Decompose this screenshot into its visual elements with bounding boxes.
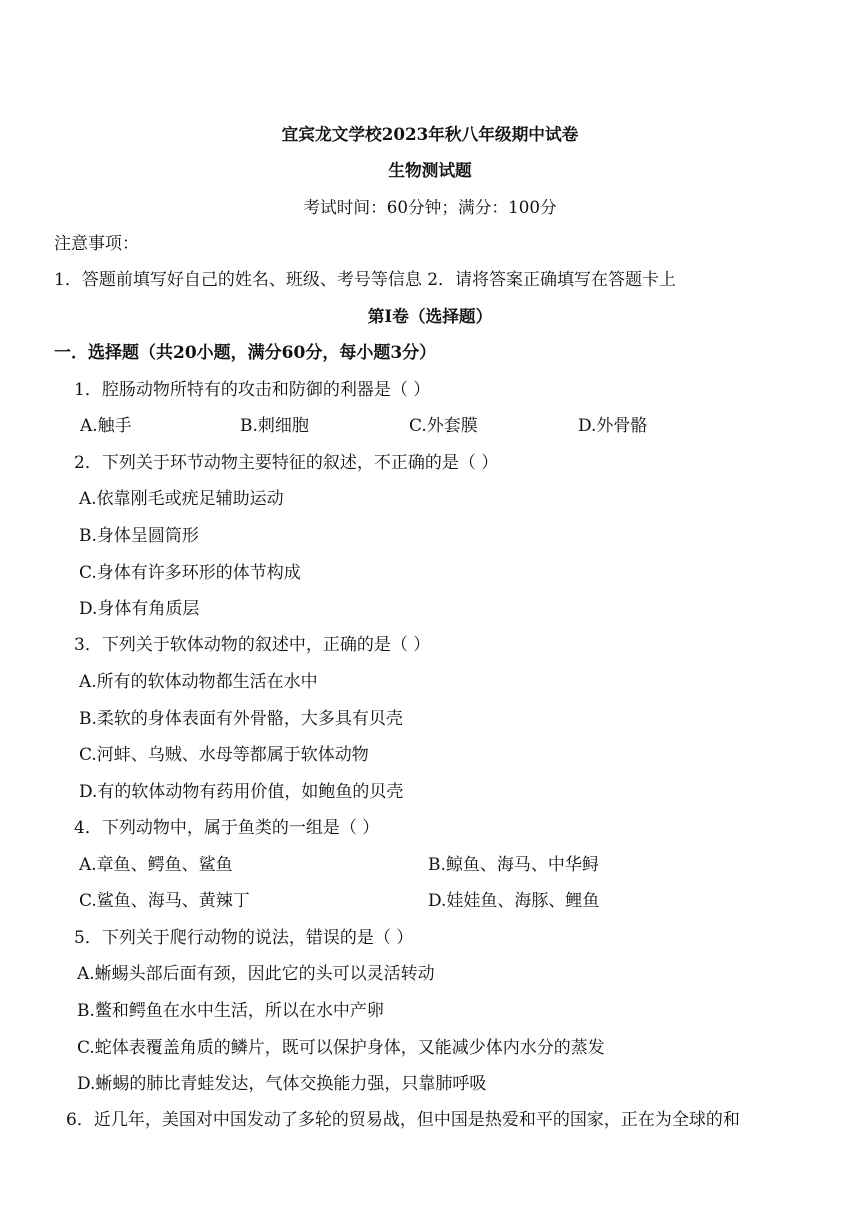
question-2-option-c: C.身体有许多环形的体节构成	[79, 563, 301, 583]
school-title: 宜宾龙文学校2023年秋八年级期中试卷	[281, 124, 579, 144]
question-1-option-c: C.外套膜	[409, 416, 478, 436]
question-1-option-b: B.刺细胞	[240, 416, 309, 436]
question-1-option-d: D.外骨骼	[578, 416, 648, 436]
question-2-stem: 2．下列关于环节动物主要特征的叙述，不正确的是（ ）	[74, 453, 499, 473]
question-2-option-a: A.依靠刚毛或疣足辅助运动	[79, 489, 284, 509]
question-3-stem: 3．下列关于软体动物的叙述中，正确的是（ ）	[74, 635, 431, 655]
question-4-option-d: D.娃娃鱼、海豚、鲤鱼	[428, 891, 600, 911]
question-1-stem: 1．腔肠动物所特有的攻击和防御的利器是（ ）	[74, 380, 431, 400]
volume-title: 第Ⅰ卷（选择题）	[367, 306, 493, 326]
question-5-option-a: A.蜥蜴头部后面有颈，因此它的头可以灵活转动	[77, 964, 435, 984]
notes-heading: 注意事项：	[54, 234, 139, 254]
question-3-option-a: A.所有的软体动物都生活在水中	[79, 672, 318, 692]
question-3-option-d: D.有的软体动物有药用价值，如鲍鱼的贝壳	[79, 782, 404, 802]
question-1-option-a: A.触手	[80, 416, 132, 436]
subject-title: 生物测试题	[388, 160, 472, 180]
question-2-option-b: B.身体呈圆筒形	[79, 526, 199, 546]
question-5-option-c: C.蛇体表覆盖角质的鳞片，既可以保护身体，又能减少体内水分的蒸发	[77, 1038, 605, 1058]
question-5-option-b: B.鳖和鳄鱼在水中生活，所以在水中产卵	[77, 1001, 384, 1021]
section-title: 一．选择题（共20小题，满分60分，每小题3分）	[54, 343, 437, 363]
question-4-option-c: C.鲨鱼、海马、黄辣丁	[79, 891, 250, 911]
question-2-option-d: D.身体有角质层	[79, 599, 200, 619]
exam-info: 考试时间：60分钟；满分：100分	[303, 197, 557, 217]
question-6-stem: 6．近几年，美国对中国发动了多轮的贸易战，但中国是热爱和平的国家，正在为全球的和	[66, 1110, 740, 1130]
question-3-option-b: B.柔软的身体表面有外骨骼，大多具有贝壳	[79, 709, 403, 729]
question-5-stem: 5．下列关于爬行动物的说法，错误的是（ ）	[74, 928, 414, 948]
question-3-option-c: C.河蚌、乌贼、水母等都属于软体动物	[79, 745, 369, 765]
question-4-option-a: A.章鱼、鳄鱼、鲨鱼	[79, 855, 233, 875]
question-4-stem: 4．下列动物中，属于鱼类的一组是（ ）	[74, 818, 380, 838]
question-4-option-b: B.鲸鱼、海马、中华鲟	[428, 855, 599, 875]
notes-line: 1．答题前填写好自己的姓名、班级、考号等信息 2．请将答案正确填写在答题卡上	[54, 270, 677, 290]
question-5-option-d: D.蜥蜴的肺比青蛙发达，气体交换能力强，只靠肺呼吸	[77, 1074, 487, 1094]
